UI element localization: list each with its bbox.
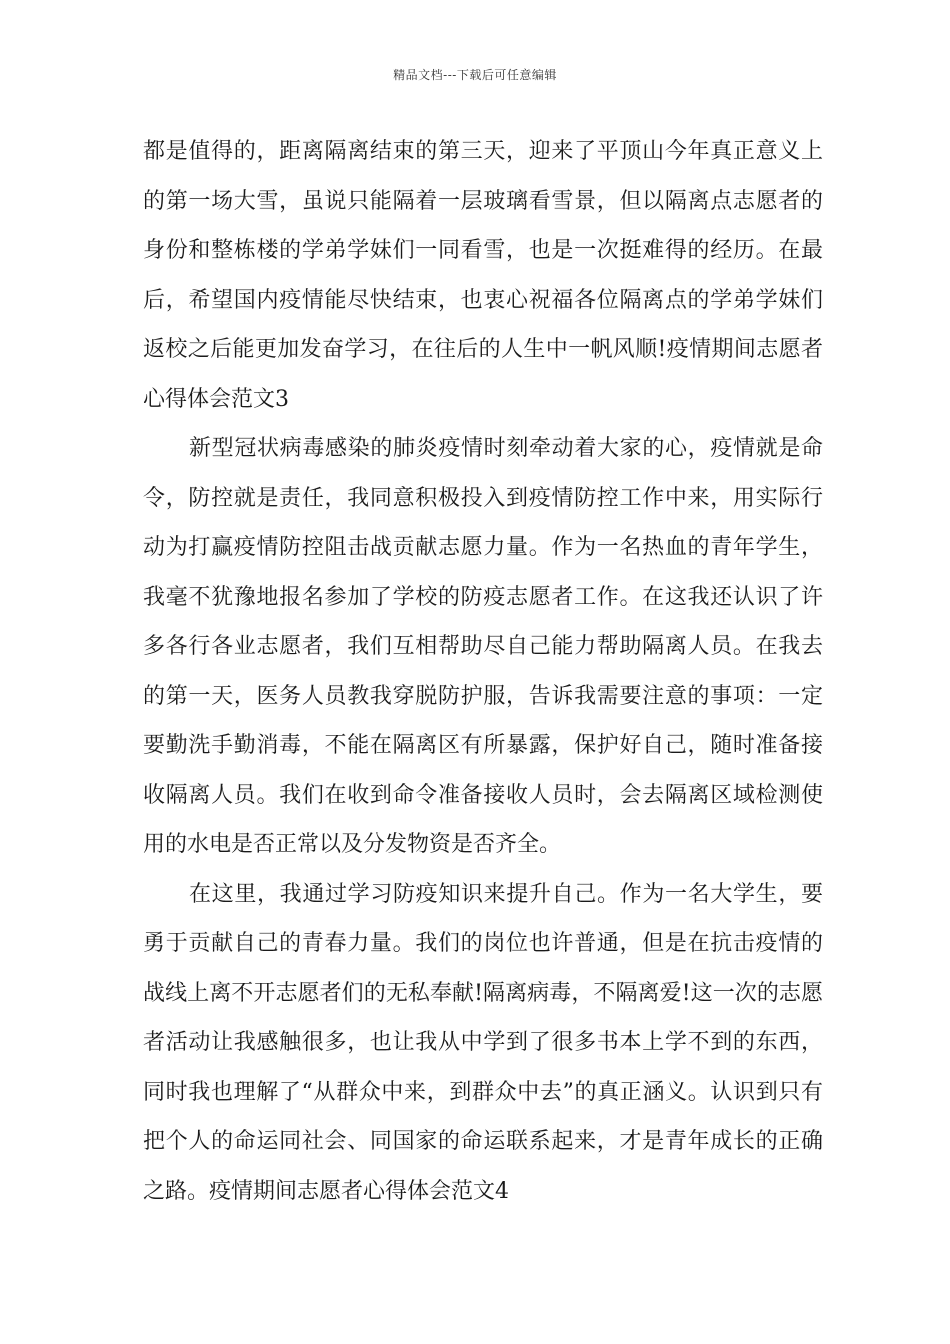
paragraph-continuation: 都是值得的，距离隔离结束的第三天，迎来了平顶山今年真正意义上的第一场大雪，虽说只能隔着一层玻璃看雪景，但以隔离点志愿者的身份和整栋楼的学弟学妹们一同看雪，也是一次挺难得的经历。在最后，希望国内疫情能尽快结束，也衷心祝福各位隔离点的学弟学妹们返校之后能更加发奋学习，在往后的人生中一帆风顺!疫情期间志愿者心得体会范文3 (143, 139, 823, 412)
paragraph-essay-3: 新型冠状病毒感染的肺炎疫情时刻牵动着大家的心，疫情就是命令，防控就是责任，我同意积极投入到疫情防控工作中来，用实际行动为打赢疫情防控阻击战贡献志愿力量。作为一名热血的青年学生，我毫不犹豫地报名参加了学校的防疫志愿者工作。在这我还认识了许多各行各业志愿者，我们互相帮助尽自己能力帮助隔离人员。在我去的第一天，医务人员教我穿脱防护服，告诉我需要注意的事项：一定要勤洗手勤消毒，不能在隔离区有所暴露，保护好自己，随时准备接收隔离人员。我们在收到命令准备接收人员时，会去隔离区域检测使用的水电是否正常以及分发物资是否齐全。 (143, 436, 823, 857)
paragraph-essay-3-conclusion: 在这里，我通过学习防疫知识来提升自己。作为一名大学生，要勇于贡献自己的青春力量。我们的岗位也许普通，但是在抗击疫情的战线上离不开志愿者们的无私奉献!隔离病毒，不隔离爱!这一次的志愿者活动让我感触很多，也让我从中学到了很多书本上学不到的东西，同时我也理解了“从群众中来，到群众中去”的真正涵义。认识到只有把个人的命运同社会、同国家的命运联系起来，才是青年成长的正确之路。疫情期间志愿者心得体会范文4 (143, 881, 823, 1204)
document-body (143, 127, 823, 1216)
page-header: 精品文档---下载后可任意编辑 (393, 68, 557, 82)
